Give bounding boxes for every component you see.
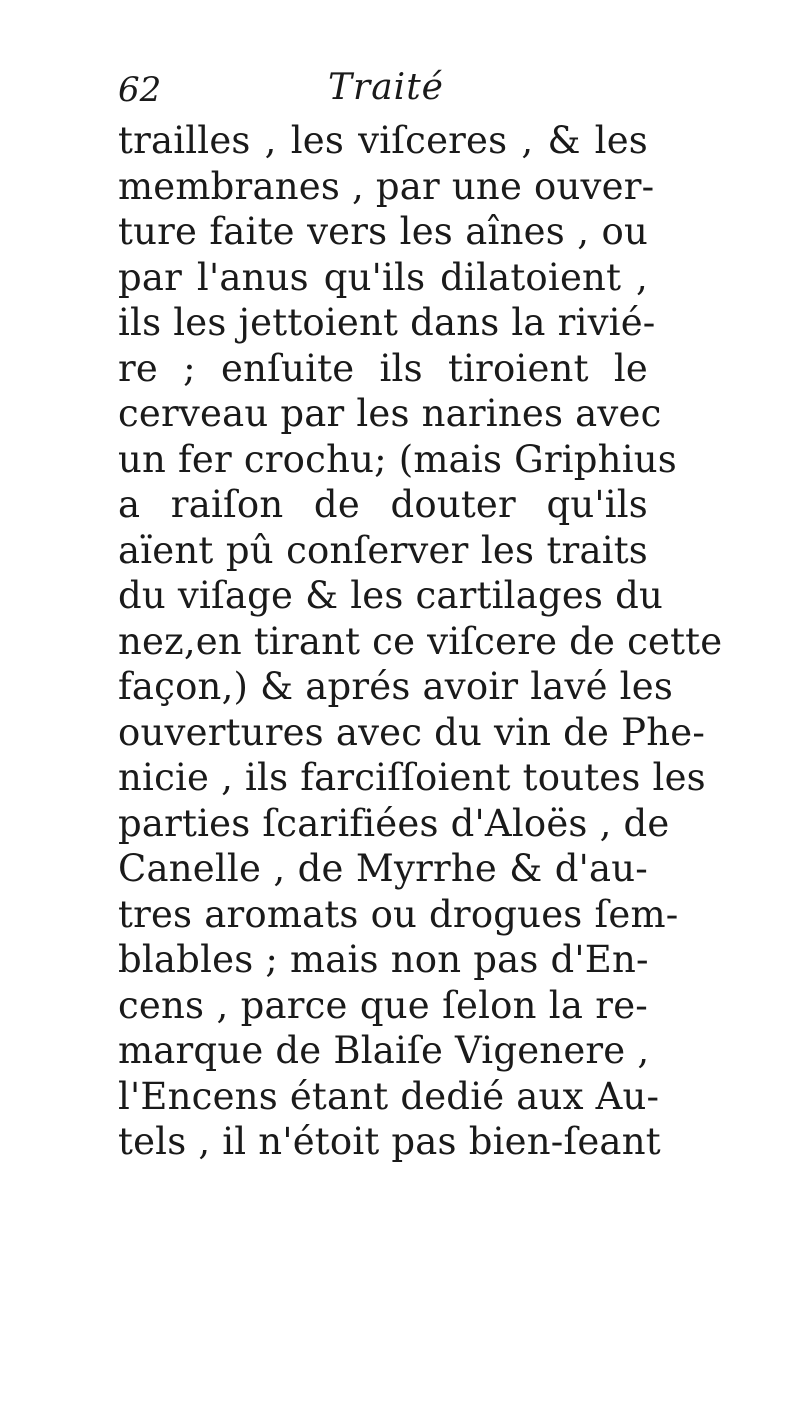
text-line: du viſage & les cartilages du: [118, 574, 663, 617]
text-line: un fer crochu; (mais Griphius: [118, 437, 677, 481]
running-title: Traité: [328, 67, 444, 108]
running-head: [118, 66, 678, 114]
text-line: marque de Blaiſe Vigenere ,: [118, 1029, 650, 1072]
text-line: tels , il n'étoit pas bien-ſeant: [118, 1120, 661, 1163]
text-line: trailles , les viſceres , & les: [118, 119, 648, 162]
text-line: par l'anus qu'ils dilatoient ,: [118, 255, 648, 299]
text-line: membranes , par une ouver-: [118, 164, 655, 208]
text-line: ouvertures avec du vin de Phe-: [118, 710, 706, 754]
text-line: ture faite vers les aînes , ou: [118, 210, 648, 253]
text-line: aïent pû conſerver les traits: [118, 528, 648, 572]
text-line: parties ſcarifiées d'Aloës , de: [118, 801, 670, 845]
page-number: 62: [118, 70, 162, 110]
text-line: a raiſon de douter qu'ils: [118, 483, 648, 526]
text-line: ils les jettoient dans la rivié-: [118, 301, 656, 344]
body-text: [118, 118, 723, 1165]
text-line: tres aromats ou drogues ſem-: [118, 892, 679, 936]
text-line: cens , parce que ſelon la re-: [118, 983, 648, 1027]
text-line: façon,) & aprés avoir lavé les: [118, 665, 674, 708]
text-line: nicie , ils farciſſoient toutes les: [118, 756, 706, 799]
text-line: nez,en tirant ce viſcere de cette: [118, 619, 723, 663]
text-line: blables ; mais non pas d'En-: [118, 938, 649, 981]
text-line: cerveau par les narines avec: [118, 392, 662, 435]
text-line: re ; enſuite ils tiroient le: [118, 346, 648, 390]
text-line: l'Encens étant dedié aux Au-: [118, 1074, 660, 1118]
text-line: Canelle , de Myrrhe & d'au-: [118, 847, 648, 890]
